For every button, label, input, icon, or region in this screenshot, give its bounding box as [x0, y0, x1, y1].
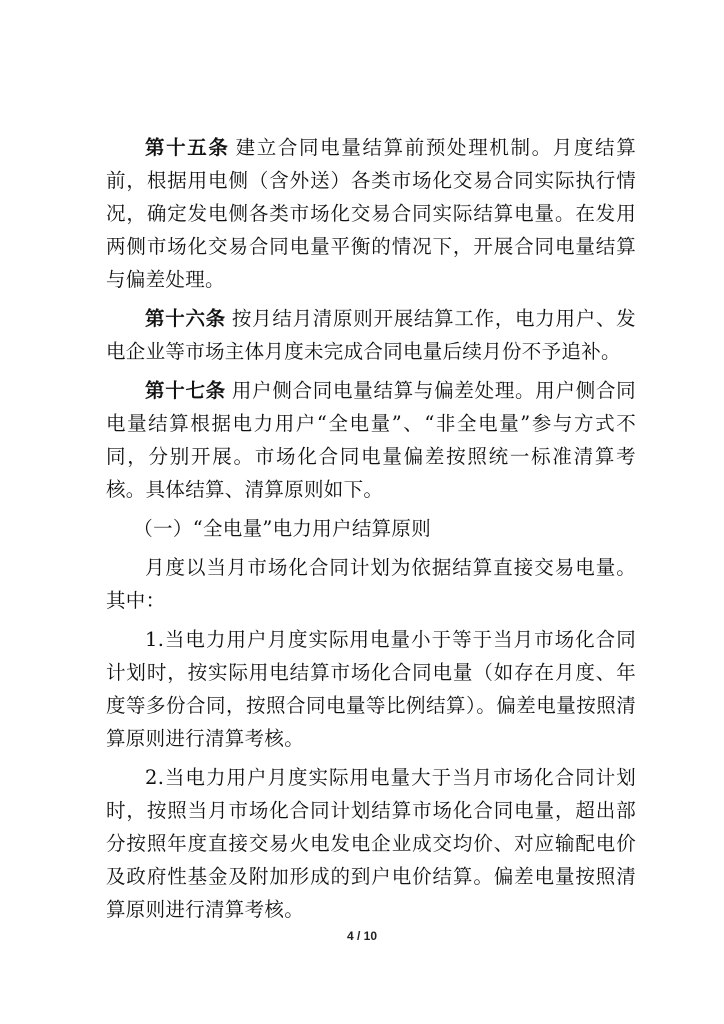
list-item-2-text: 2.当电力用户月度实际用电量大于当月市场化合同计划时，按照当月市场化合同计划结算市场化合同电量，超出部分按照年度直接交易火电发电企业成交均价、对应输配电价及政府性基金及附加形成的到户电价结算。偏差电量按照清算原则进行清算考核。: [106, 766, 636, 921]
article-16: [106, 302, 636, 368]
article-15-text: 建立合同电量结算前预处理机制。月度结算前，根据用电侧（含外送）各类市场化交易合同实际执行情况，确定发电侧各类市场化交易合同实际结算电量。在发用两侧市场化交易合同电量平衡的情况下，开展合同电量结算与偏差处理。: [106, 136, 637, 291]
article-17-label: 第十七条: [145, 379, 226, 402]
list-item-2: [106, 761, 636, 926]
section-heading-full-power: [106, 512, 636, 545]
list-item-1-text: 1.当电力用户月度实际用电量小于等于当月市场化合同计划时，按实际用电结算市场化合同电量（如存在月度、年度等多份合同，按照合同电量等比例结算）。偏差电量按照清算原则进行清算考核。: [106, 628, 636, 750]
page-number: 4 / 10: [346, 929, 378, 943]
article-16-text: 按月结月清原则开展结算工作，电力用户、发电企业等市场主体月度未完成合同电量后续月份不予追补。: [106, 307, 636, 363]
article-16-label: 第十六条: [145, 307, 226, 330]
article-15-label: 第十五条: [145, 136, 230, 159]
article-17-text: 用户侧合同电量结算与偏差处理。用户侧合同电量结算根据电力用户“全电量”、“非全电量”参与方式不同，分别开展。市场化合同电量偏差按照统一标准清算考核。具体结算、清算原则如下。: [106, 379, 636, 501]
section-heading-text: （一）“全电量”电力用户结算原则: [133, 517, 432, 540]
document-body: [106, 131, 636, 926]
paragraph-monthly-basis: [106, 551, 636, 617]
article-15: [106, 131, 636, 296]
paragraph-monthly-basis-text: 月度以当月市场化合同计划为依据结算直接交易电量。其中：: [106, 556, 636, 612]
article-17: [106, 374, 636, 506]
list-item-1: [106, 623, 636, 755]
